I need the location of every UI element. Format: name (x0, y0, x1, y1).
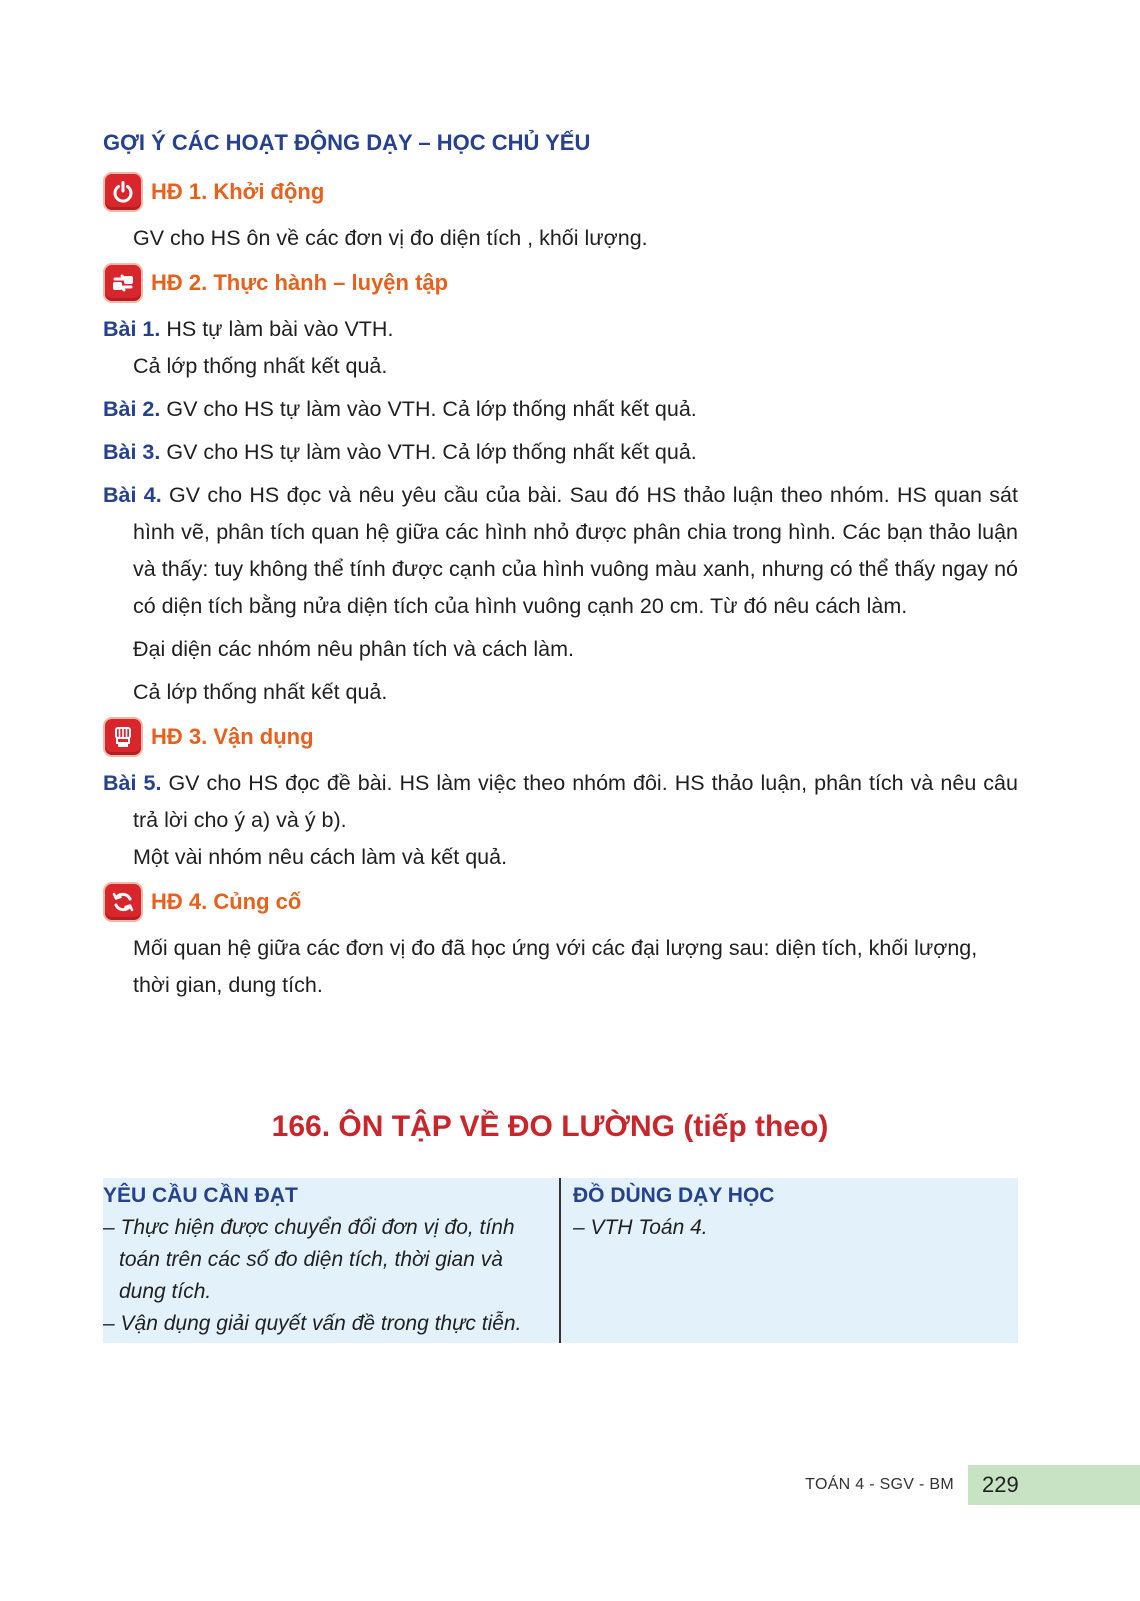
requirement-item: – Vận dụng giải quyết vấn đề trong thực tiễn. (103, 1312, 522, 1335)
bai1-extra: Cả lớp thống nhất kết quả. (133, 354, 388, 378)
section-title: GỢI Ý CÁC HOẠT ĐỘNG DẠY – HỌC CHỦ YẾU (103, 130, 591, 155)
practice-icon (103, 263, 143, 303)
materials-column (561, 1178, 1018, 1343)
bai4-text: GV cho HS đọc và nêu yêu cầu của bài. Sau đó HS thảo luận theo nhóm. HS quan sát hình vẽ, phân tích quan hệ giữa các hình nhỏ được phân chia trong hình. Các bạn thảo luận và thấy: tuy không thể tính được cạnh của hình vuông màu xanh, nhưng có thể thấy ngay nó có diện tích bằng nửa diện tích của hình vuông cạnh 20 cm. Từ đó nêu cách làm. (133, 483, 1018, 618)
bai1 (103, 311, 1018, 348)
hd1-heading (103, 172, 1018, 212)
bai2 (103, 391, 1018, 428)
requirement-item: – Thực hiện được chuyển đổi đơn vị đo, tính toán trên các số đo diện tích, thời gian và dung tích. (103, 1216, 515, 1303)
bai2-text: GV cho HS tự làm vào VTH. Cả lớp thống nhất kết quả. (166, 397, 697, 421)
requirements-column (103, 1178, 561, 1343)
bai2-label: Bài 2. (103, 397, 161, 421)
hd4-label: HĐ 4. Củng cố (151, 889, 302, 914)
main-content (103, 130, 1018, 1010)
book-title: TOÁN 4 - SGV - BM (805, 1476, 954, 1493)
bai5-extra: Một vài nhóm nêu cách làm và kết quả. (133, 845, 508, 869)
bai5 (103, 765, 1018, 839)
materials-heading: ĐỒ DÙNG DẠY HỌC (573, 1184, 775, 1207)
page-footer (805, 1465, 1140, 1505)
hd4-heading (103, 882, 1018, 922)
hd2-label: HĐ 2. Thực hành – luyện tập (151, 270, 449, 295)
hd1-text: GV cho HS ôn về các đơn vị đo diện tích , khối lượng. (133, 226, 648, 250)
hd4-text: Mối quan hệ giữa các đơn vị đo đã học ứng với các đại lượng sau: diện tích, khối lượng, thời gian, dung tích. (133, 936, 978, 997)
bai3 (103, 434, 1018, 471)
bai1-text: HS tự làm bài vào VTH. (166, 317, 394, 341)
hd1-label: HĐ 1. Khởi động (151, 179, 325, 204)
requirements-box (103, 1178, 1018, 1343)
bai5-text: GV cho HS đọc đề bài. HS làm việc theo nhóm đôi. HS thảo luận, phân tích và nêu câu trả lời cho ý a) và ý b). (133, 771, 1018, 832)
requirements-heading: YÊU CẦU CẦN ĐẠT (103, 1184, 298, 1207)
hd3-heading (103, 717, 1018, 757)
bai5-label: Bài 5. (103, 771, 162, 795)
lesson-title: 166. ÔN TẬP VỀ ĐO LƯỜNG (tiếp theo) (271, 1110, 829, 1143)
bai3-label: Bài 3. (103, 440, 161, 464)
bai1-label: Bài 1. (103, 317, 161, 341)
page-number: 229 (968, 1465, 1140, 1505)
refresh-icon (103, 882, 143, 922)
bai4-label: Bài 4. (103, 483, 162, 507)
material-item: – VTH Toán 4. (573, 1216, 708, 1239)
bai4 (103, 477, 1018, 625)
bai3-text: GV cho HS tự làm vào VTH. Cả lớp thống nhất kết quả. (166, 440, 697, 464)
bai4-extra1: Đại diện các nhóm nêu phân tích và cách làm. (133, 637, 575, 661)
power-icon (103, 172, 143, 212)
fist-icon (103, 717, 143, 757)
bai4-extra2: Cả lớp thống nhất kết quả. (133, 680, 388, 704)
hd3-label: HĐ 3. Vận dụng (151, 724, 314, 749)
hd2-heading (103, 263, 1018, 303)
